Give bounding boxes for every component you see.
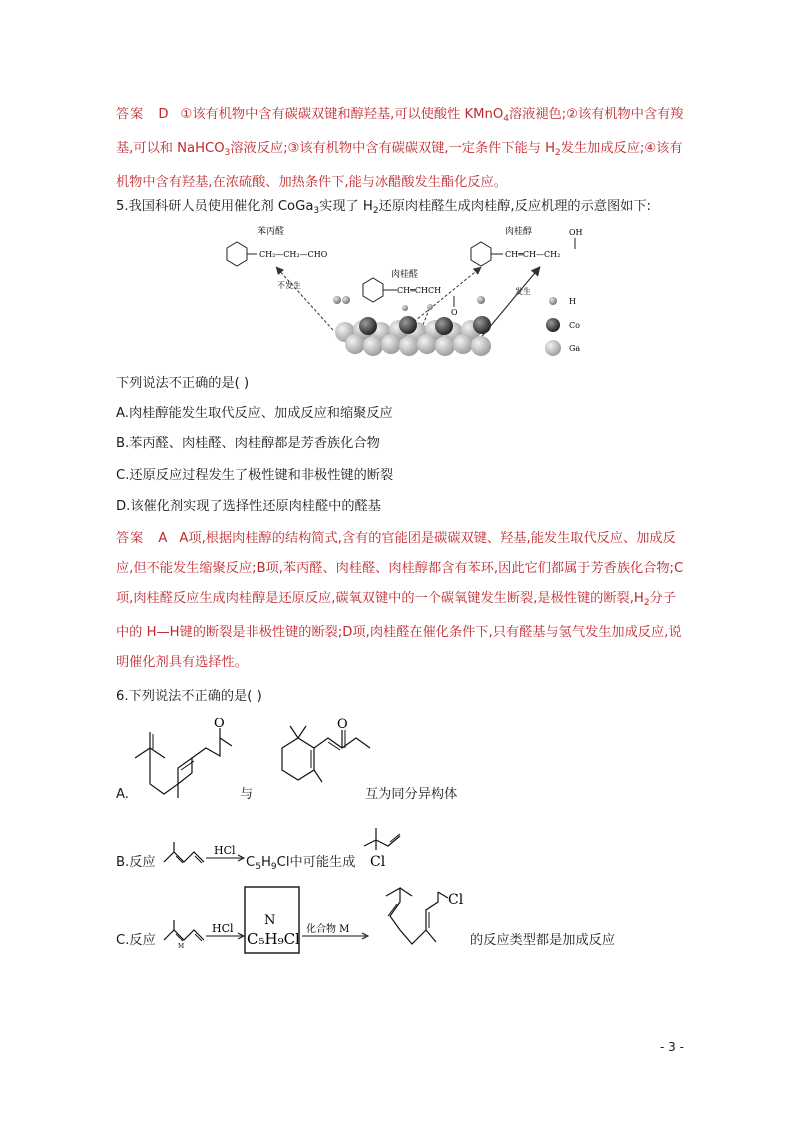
answer-text: ①该有机物中含有碳碳双键和醇羟基,可以使酸性 KMnO <box>180 107 504 122</box>
reagent-hcl: HCl <box>214 844 236 857</box>
reaction-arrow-b <box>206 840 246 864</box>
carbonyl-o: O <box>337 718 348 732</box>
answer-key: A <box>158 531 168 546</box>
legend-h: H <box>569 297 576 306</box>
legend-ga: Ga <box>569 344 581 353</box>
chloro-alkene-structure <box>360 826 410 870</box>
cinnamaldehyde-label: 肉桂醛 <box>391 270 419 280</box>
stem-text: 还原肉桂醛生成肉桂醇,反应机理的示意图如下: <box>378 199 651 214</box>
subscript: 2 <box>372 206 379 216</box>
answer-key: D <box>158 107 169 122</box>
isoprene-structure <box>162 840 206 870</box>
stem-text: 实现了 H <box>319 199 373 214</box>
formula-part: Cl <box>276 855 290 870</box>
subscript: 4 <box>503 114 509 124</box>
mechanism-figure <box>205 222 605 362</box>
formula-part: C <box>246 855 256 870</box>
answer-label: 答案 <box>116 107 145 122</box>
q6-option-a-with: 与 <box>240 787 254 802</box>
q6-option-b-prefix: B.反应 <box>116 855 156 870</box>
option-a: A.肉桂醇能发生取代反应、加成反应和缩聚反应 <box>116 406 393 421</box>
reaction-arrow-c2 <box>302 918 370 942</box>
chlorine-label: Cl <box>448 892 464 908</box>
chlorine-label: Cl <box>370 854 386 870</box>
intermediate-formula: C₅H₉Cl <box>247 930 300 948</box>
isoprene-structure-c <box>162 918 206 948</box>
subscript: 3 <box>313 206 320 216</box>
formula-part: H <box>260 855 271 870</box>
intermediate-n: N <box>264 913 276 928</box>
not-occur-label: 不发生 <box>277 281 301 290</box>
geranyl-chloride-structure <box>372 884 472 950</box>
q6-option-c-suffix: 的反应类型都是加成反应 <box>470 933 616 948</box>
stem-text: 5.我国科研人员使用催化剂 CoGa <box>116 199 314 214</box>
benzene-ring-icon <box>227 242 247 266</box>
m-label: M <box>178 943 185 948</box>
answer-label: 答案 <box>116 531 145 546</box>
subscript: 3 <box>224 148 231 158</box>
answer-text: 发生加成反应;④该有机物中含有羟基,在浓硫酸、加热条件下,能与冰醋酸发生酯化反应。 <box>116 141 683 190</box>
subscript: 2 <box>555 148 561 158</box>
cinnamyl-alcohol-label: 肉桂醇 <box>505 227 533 237</box>
hydroxyl-label: OH <box>569 228 583 237</box>
reaction-arrow-c1 <box>206 918 246 942</box>
q6-option-c-prefix: C.反应 <box>116 933 156 948</box>
cinnamyl-alcohol-formula: CH═CH—CH₂ <box>505 250 561 259</box>
subscript: 5 <box>255 862 261 872</box>
skeletal-ionone <box>262 718 377 803</box>
subscript: 9 <box>270 862 277 872</box>
answer-q5 <box>116 524 686 678</box>
intermediate-n-box <box>244 886 300 954</box>
benzaldehyde-label: 苯丙醛 <box>257 227 285 237</box>
answer-text: 溶液褪色;②该有机物中含有羧基,可以和 NaHCO <box>116 107 684 156</box>
answer-text: 溶液反应;③该有机物中含有碳碳双键,一定条件下能与 H <box>230 141 556 156</box>
option-d: D.该催化剂实现了选择性还原肉桂醛中的醛基 <box>116 499 381 514</box>
reagent-hcl: HCl <box>212 922 234 935</box>
benzaldehyde-formula: CH₂—CH₂—CHO <box>259 250 328 259</box>
oxygen-label: O <box>451 308 458 317</box>
question-5-prompt: 下列说法不正确的是( ) <box>116 376 250 391</box>
catalyst-surface <box>335 316 491 356</box>
subscript: 2 <box>643 598 650 608</box>
cinnamaldehyde-formula: CH═CHCH <box>397 286 442 295</box>
option-text: 中可能生成 <box>289 855 356 870</box>
option-c: C.还原反应过程发生了极性键和非极性键的断裂 <box>116 468 394 483</box>
answer-text: 分子中的 H—H键的断裂是非极性键的断裂;D项,肉桂醛在催化条件下,只有醛基与氢气发生加成反应,说明催化剂具有选择性。 <box>116 591 682 670</box>
q6-option-a-prefix: A. <box>116 787 129 802</box>
question-5-stem <box>116 196 651 222</box>
answer-q4 <box>116 100 686 198</box>
q6-option-a-suffix: 互为同分异构体 <box>365 787 458 802</box>
legend-co: Co <box>569 321 580 330</box>
option-b: B.苯丙醛、肉桂醛、肉桂醇都是芳香族化合物 <box>116 436 380 451</box>
skeletal-ketone-chain <box>130 718 245 803</box>
page-number: - 3 - <box>660 1040 684 1054</box>
q6-option-b-product <box>246 852 355 878</box>
benzene-ring-icon <box>363 278 383 302</box>
reagent-compound-m: 化合物 M <box>306 924 350 935</box>
answer-text: A项,根据肉桂醇的结构简式,含有的官能团是碳碳双键、羟基,能发生取代反应、加成反应,但不能发生缩聚反应;B项,苯丙醛、肉桂醛、肉桂醇都含有苯环,因此它们都属于芳香族化合物;C项,肉桂醛反应生成肉桂醇是还原反应,碳氧双键中的一个碳氧键发生断裂,是极性键的断裂,H <box>116 531 684 606</box>
benzene-ring-icon <box>471 242 491 266</box>
occur-label: 发生 <box>515 287 531 296</box>
carbonyl-o: O <box>214 718 225 731</box>
question-6-stem: 6.下列说法不正确的是( ) <box>116 689 262 704</box>
